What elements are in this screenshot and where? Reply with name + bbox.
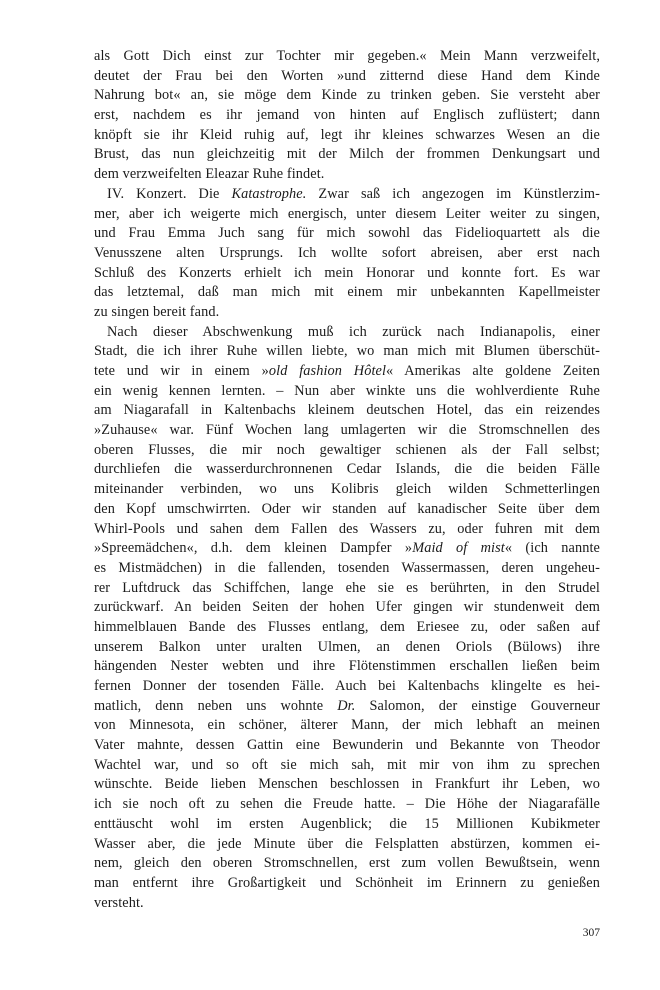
- text-block: [94, 47, 600, 913]
- text-line: unserem Balkon unter uralten Ulmen, an denen Oriols (Bülows) ihre: [94, 638, 600, 655]
- text-line: rer Luftdruck das Schiffchen, lange ehe sie es berührten, in den Strudel: [94, 579, 600, 596]
- text-line: man entfernt ihre Großartigkeit und Schönheit im Erinnern zu genießen: [94, 874, 600, 891]
- text-line: Wasser aber, die jede Minute über die Felsplatten abstürzen, kommen ei-: [94, 835, 600, 852]
- text-line: nem, gleich den oberen Stromschnellen, erst zum vollen Bewußtsein, wenn: [94, 855, 600, 872]
- text-line: hängenden Nester webten und ihre Flötenstimmen erschallen ließen beim: [94, 658, 600, 675]
- page-number: 307: [582, 927, 600, 939]
- text-line: dem verzweifelten Eleazar Ruhe findet.: [94, 166, 325, 183]
- text-line: das letztemal, daß man mich mit einem mir unbekannten Kapellmeister: [94, 284, 600, 301]
- text-line: enttäuscht wohl im ersten Augenblick; die 15 Millionen Kubikmeter: [94, 815, 600, 832]
- text-line: Stadt, die ich ihrer Ruhe willen liebte, wo man mich mit Blumen überschüt-: [94, 343, 600, 360]
- text-line: es Mistmädchen) in die fallenden, tosenden Wassermassen, deren ungeheu-: [94, 559, 600, 576]
- text-line: wünschte. Beide lieben Menschen beschlossen in Frankfurt ihr Leben, wo: [94, 776, 600, 793]
- text-line: Venusszene alten Ursprungs. Ich wollte sofort abreisen, aber erst nach: [94, 244, 600, 261]
- text-line: Brust, das nun gleichzeitig mit der Milch der frommen Denkungsart und: [94, 146, 600, 163]
- text-line: zu singen bereit fand.: [94, 303, 220, 320]
- text-line: zurückwarf. An beiden Seiten der hohen Ufer gingen wir stundenweit dem: [94, 599, 600, 616]
- text-line: oberen Flusses, die mir noch gewaltiger schienen als der Fall selbst;: [94, 441, 600, 458]
- text-line: deutet der Frau bei den Worten »und zitternd diese Hand dem Kinde: [94, 67, 600, 84]
- text-line: ein wenig kennen lernten. – Nun aber winkte uns die wohlverdiente Ruhe: [94, 382, 600, 399]
- text-line: Nach dieser Abschwenkung muß ich zurück nach Indianapolis, einer: [107, 323, 600, 340]
- text-line: von Minnesota, ein schöner, älterer Mann, der mich lebhaft an meinen: [94, 717, 600, 734]
- text-line: fernen Donner der tosenden Fälle. Auch bei Kaltenbachs klingelte es hei-: [94, 678, 600, 694]
- text-line: versteht.: [94, 894, 144, 911]
- text-line: mer, aber ich weigerte mich energisch, unter diesem Leiter weiter zu singen,: [94, 205, 600, 222]
- text-line: am Niagarafall in Kaltenbachs kleinem deutschen Hotel, das ein reizendes: [94, 402, 600, 419]
- text-line: als Gott Dich einst zur Tochter mir gegeben.« Mein Mann verzweifelt,: [94, 48, 600, 64]
- text-line: »Zuhause« war. Fünf Wochen lang umlagerten wir die Stromschnellen des: [94, 422, 600, 439]
- text-line: durchliefen die wasserdurchronnenen Cedar Islands, die die beiden Fälle: [94, 461, 600, 478]
- text-line: ich sie noch oft zu sehen die Freude hatte. – Die Höhe der Niagarafälle: [94, 796, 600, 813]
- text-line: tete und wir in einem »old fashion Hôtel« Amerikas alte goldene Zeiten: [94, 363, 601, 379]
- text-line: Nahrung bot« an, sie möge dem Kinde zu trinken geben. Sie versteht aber: [94, 87, 600, 104]
- text-line: IV. Konzert. Die Katastrophe. Zwar saß ich angezogen im Künstlerzim-: [107, 185, 600, 202]
- text-line: himmelblauen Bande des Flusses entlang, dem Eriesee zu, oder saßen auf: [94, 618, 600, 635]
- text-line: Vater mahnte, dessen Gattin eine Bewunderin und Bekannte von Theodor: [94, 737, 600, 754]
- text-line: und Frau Emma Juch sang für mich sowohl das Fidelioquartett als die: [94, 225, 600, 242]
- text-line: Whirl-Pools und sahen dem Fallen des Wassers zu, oder fuhren mit dem: [94, 520, 600, 537]
- text-line: Wachtel war, und so oft sie mich sah, mit mir von ihm zu sprechen: [94, 756, 600, 773]
- text-line: erst, nachdem es ihr jemand von hinten auf Englisch zuflüstert; dann: [94, 107, 600, 124]
- text-line: knöpft sie ihr Kleid ruhig auf, legt ihr kleines schwarzes Wesen an die: [94, 126, 600, 143]
- text-line: den Kopf umschwirrten. Oder wir standen auf kanadischer Seite über dem: [94, 500, 600, 517]
- text-line: »Spreemädchen«, d.h. dem kleinen Dampfer »Maid of mist« (ich nannte: [94, 540, 601, 557]
- text-line: miteinander verbinden, wo uns Kolibris gleich wilden Schmetterlingen: [94, 481, 600, 498]
- text-line: matlich, denn neben uns wohnte Dr. Salomon, der einstige Gouverneur: [94, 697, 600, 714]
- text-line: Schluß des Konzerts erhielt ich mein Honorar und konnte fort. Es war: [94, 264, 600, 281]
